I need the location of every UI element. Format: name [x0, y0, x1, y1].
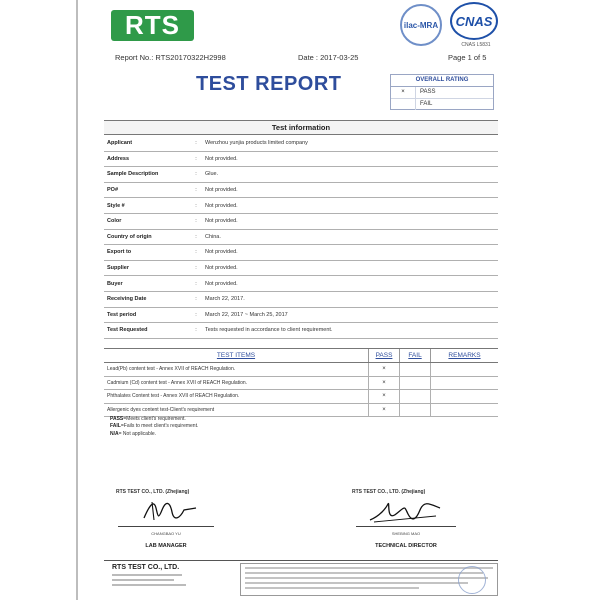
colon: : — [190, 291, 202, 307]
info-value: Glue. — [202, 167, 498, 183]
signature-line-right — [356, 526, 456, 527]
fail-mark — [400, 376, 431, 390]
info-row — [104, 260, 498, 276]
colon: : — [190, 136, 202, 151]
colon: : — [190, 182, 202, 198]
report-number: Report No.: RTS20170322H2998 — [115, 53, 226, 62]
info-value: March 22, 2017. — [202, 291, 498, 307]
pass-header: PASS — [369, 349, 400, 363]
info-label: Test period — [104, 307, 190, 323]
info-row — [104, 167, 498, 183]
note-pass: PASS=Meets client's requirement. — [110, 416, 186, 422]
rating-label: FAIL — [420, 101, 433, 107]
info-row — [104, 323, 498, 339]
colon: : — [190, 229, 202, 245]
info-value: Not provided. — [202, 276, 498, 292]
remarks — [431, 363, 499, 377]
fail-mark — [400, 403, 431, 417]
signer-title-right: TECHNICAL DIRECTOR — [375, 543, 437, 549]
info-label: Sample Description — [104, 167, 190, 183]
info-value: China. — [202, 229, 498, 245]
signature-technical-director — [366, 496, 444, 526]
test-item-name: Allergenic dyes content test-Client's requirement — [104, 403, 369, 417]
info-row — [104, 276, 498, 292]
info-label: Style # — [104, 198, 190, 214]
colon: : — [190, 167, 202, 183]
info-row — [104, 229, 498, 245]
remarks-header: REMARKS — [431, 349, 499, 363]
test-item-row — [104, 390, 498, 404]
test-items-header-row — [104, 349, 498, 363]
colon: : — [190, 151, 202, 167]
signer-title-left: LAB MANAGER — [145, 543, 187, 549]
info-row — [104, 245, 498, 261]
page-edge — [76, 0, 78, 600]
test-item-row — [104, 403, 498, 417]
test-item-name: Lead(Pb) content test - Annex XVII of REACH Regulation. — [104, 363, 369, 377]
overall-rating-box — [390, 74, 494, 110]
seal-stamp-icon — [458, 566, 486, 594]
report-title: TEST REPORT — [196, 73, 342, 95]
test-item-name: Cadmium (Cd) content test - Annex XVII of REACH Regulation. — [104, 376, 369, 390]
info-value: Not provided. — [202, 245, 498, 261]
test-items-table — [104, 348, 498, 417]
info-row — [104, 198, 498, 214]
pass-mark: × — [369, 403, 400, 417]
report-page — [80, 0, 520, 600]
info-label: Applicant — [104, 136, 190, 151]
overall-rating-heading: OVERALL RATING — [391, 75, 493, 87]
pass-mark: × — [369, 390, 400, 404]
fail-mark — [400, 390, 431, 404]
info-value: Not provided. — [202, 182, 498, 198]
rating-label: PASS — [420, 89, 436, 95]
info-label: Supplier — [104, 260, 190, 276]
info-row — [104, 151, 498, 167]
fail-mark — [400, 363, 431, 377]
remarks — [431, 390, 499, 404]
footer-divider — [104, 560, 498, 561]
info-value: Not provided. — [202, 260, 498, 276]
info-label: Export to — [104, 245, 190, 261]
signature-company-right: RTS TEST CO., LTD. (Zhejiang) — [352, 489, 426, 495]
test-information-heading: Test information — [104, 120, 498, 135]
legend-notes — [110, 416, 198, 438]
info-label: Color — [104, 213, 190, 229]
info-label: Receiving Date — [104, 291, 190, 307]
test-item-name: Phthalates Content test - Annex XVII of REACH Regulation. — [104, 390, 369, 404]
rating-row-pass — [391, 87, 493, 99]
test-information-table — [104, 136, 498, 339]
pass-mark: × — [369, 363, 400, 377]
signature-line-left — [118, 526, 214, 527]
colon: : — [190, 213, 202, 229]
colon: : — [190, 245, 202, 261]
cnas-code: CNAS L5831 — [461, 42, 491, 48]
test-item-row — [104, 363, 498, 377]
cnas-logo: CNAS — [450, 2, 498, 40]
fail-header: FAIL — [400, 349, 431, 363]
page-number: Page 1 of 5 — [448, 53, 487, 62]
report-date: Date : 2017-03-25 — [298, 53, 359, 62]
signature-lab-manager — [140, 496, 200, 524]
ilac-mra-logo: ilac-MRA — [400, 4, 442, 46]
footer-company-name: RTS TEST CO., LTD. — [112, 564, 180, 571]
info-label: Country of origin — [104, 229, 190, 245]
signer-name-left: CHANGBAO YU — [151, 531, 181, 536]
info-row — [104, 182, 498, 198]
rating-mark: × — [391, 87, 416, 98]
info-value: Not provided. — [202, 151, 498, 167]
signature-company-left: RTS TEST CO., LTD. (Zhejiang) — [116, 489, 190, 495]
info-label: Test Requested — [104, 323, 190, 339]
info-value: March 22, 2017 ~ March 25, 2017 — [202, 307, 498, 323]
info-label: Address — [104, 151, 190, 167]
colon: : — [190, 323, 202, 339]
colon: : — [190, 307, 202, 323]
signer-name-right: SHEBING MAO — [391, 531, 421, 536]
colon: : — [190, 260, 202, 276]
info-value: Not provided. — [202, 198, 498, 214]
info-label: Buyer — [104, 276, 190, 292]
rating-row-fail — [391, 99, 493, 110]
note-na: N/A= Not applicable. — [110, 430, 157, 437]
note-fail: FAIL=Fails to meet client's requirement. — [110, 423, 199, 430]
info-label: PO# — [104, 182, 190, 198]
remarks — [431, 376, 499, 390]
info-row — [104, 213, 498, 229]
info-value: Not provided. — [202, 213, 498, 229]
test-item-row — [104, 376, 498, 390]
info-row — [104, 307, 498, 323]
remarks — [431, 403, 499, 417]
info-row — [104, 291, 498, 307]
colon: : — [190, 276, 202, 292]
info-row — [104, 136, 498, 151]
rts-logo: RTS — [111, 10, 194, 41]
pass-mark: × — [369, 376, 400, 390]
test-items-header: TEST ITEMS — [104, 349, 369, 363]
info-value: Wenzhou yunjia products limited company — [202, 136, 498, 151]
colon: : — [190, 198, 202, 214]
info-value: Tests requested in accordance to client requirement. — [202, 323, 498, 339]
footer-contact-lines — [112, 574, 192, 589]
rating-mark — [391, 99, 416, 110]
